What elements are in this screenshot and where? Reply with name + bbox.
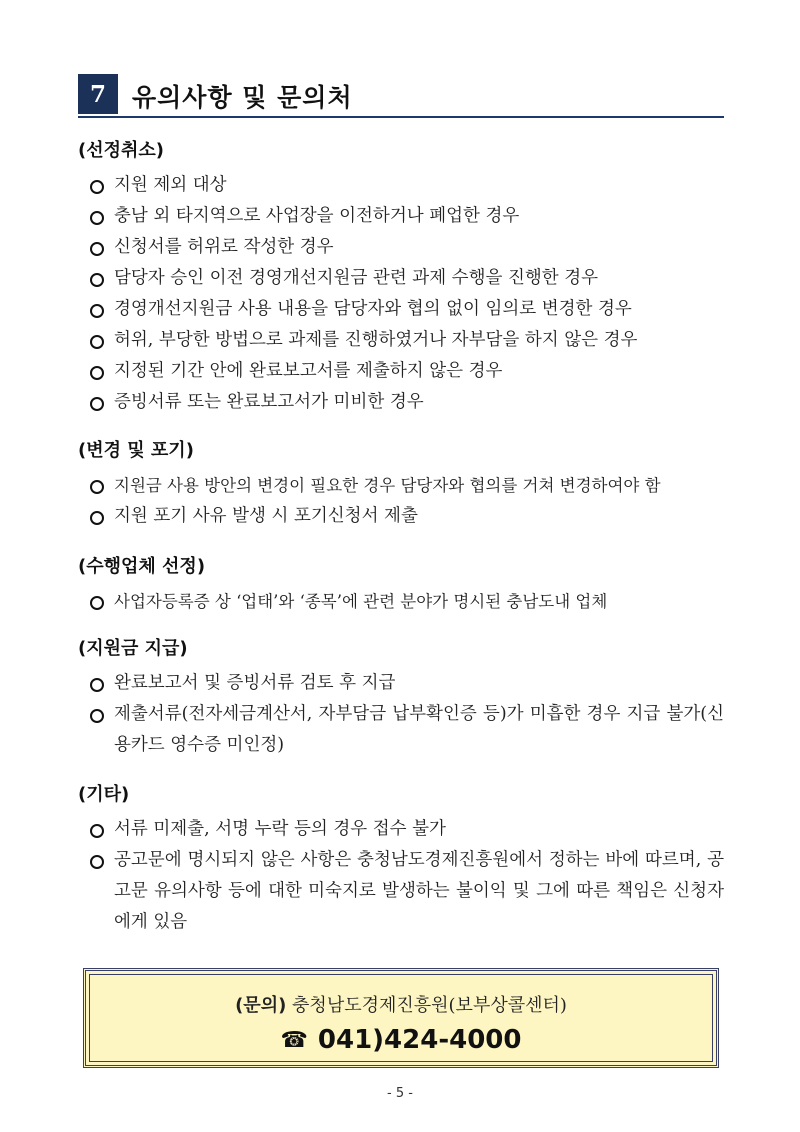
section-header bbox=[78, 72, 724, 118]
list-item: 경영개선지원금 사용 내용을 담당자와 협의 없이 임의로 변경한 경우 bbox=[78, 294, 738, 325]
list-item: 충남 외 타지역으로 사업장을 이전하거나 폐업한 경우 bbox=[78, 201, 738, 232]
list-item: 지원 포기 사유 발생 시 포기신청서 제출 bbox=[78, 501, 738, 532]
list-item: 증빙서류 또는 완료보고서가 미비한 경우 bbox=[78, 387, 738, 418]
list-item: 제출서류(전자세금계산서, 자부담금 납부확인증 등)가 미흡한 경우 지급 불가(신용카드 영수증 미인정) bbox=[78, 699, 724, 761]
circle-bullet-icon bbox=[90, 304, 104, 318]
group-payment bbox=[78, 634, 738, 761]
circle-bullet-icon bbox=[90, 709, 104, 723]
phone-number: 041)424-4000 bbox=[317, 1025, 522, 1055]
contact-box bbox=[83, 968, 719, 1068]
section-title: 유의사항 및 문의처 bbox=[132, 83, 353, 112]
list-item: 공고문에 명시되지 않은 사항은 충청남도경제진흥원에서 정하는 바에 따르며, 공고문 유의사항 등에 대한 미숙지로 발생하는 불이익 및 그에 따른 책임은 신청자에게 있음 bbox=[78, 845, 724, 938]
list-item: 완료보고서 및 증빙서류 검토 후 지급 bbox=[78, 668, 738, 699]
page-number: - 5 - bbox=[387, 1086, 413, 1101]
list-item: 지원 제외 대상 bbox=[78, 170, 738, 201]
list-item: 지원금 사용 방안의 변경이 필요한 경우 담당자와 협의를 거쳐 변경하여야 함 bbox=[78, 470, 738, 501]
contact-phone bbox=[86, 1025, 716, 1055]
circle-bullet-icon bbox=[90, 480, 104, 494]
circle-bullet-icon bbox=[90, 855, 104, 869]
list-item: 서류 미제출, 서명 누락 등의 경우 접수 불가 bbox=[78, 814, 738, 845]
group-contractor-selection bbox=[78, 552, 738, 617]
list-item: 사업자등록증 상 ‘업태’와 ‘종목’에 관련 분야가 명시된 충남도내 업체 bbox=[78, 586, 738, 617]
list-item: 신청서를 허위로 작성한 경우 bbox=[78, 232, 738, 263]
group-title: (변경 및 포기) bbox=[78, 440, 194, 461]
circle-bullet-icon bbox=[90, 242, 104, 256]
group-etc bbox=[78, 780, 738, 938]
group-change-abandon bbox=[78, 436, 738, 532]
circle-bullet-icon bbox=[90, 824, 104, 838]
group-title: (선정취소) bbox=[78, 140, 165, 161]
circle-bullet-icon bbox=[90, 273, 104, 287]
contact-organization: 충청남도경제진흥원(보부상콜센터) bbox=[292, 995, 567, 1016]
circle-bullet-icon bbox=[90, 678, 104, 692]
group-title: (수행업체 선정) bbox=[78, 556, 206, 577]
circle-bullet-icon bbox=[90, 211, 104, 225]
group-selection-cancel bbox=[78, 136, 738, 418]
list-item: 지정된 기간 안에 완료보고서를 제출하지 않은 경우 bbox=[78, 356, 738, 387]
circle-bullet-icon bbox=[90, 397, 104, 411]
contact-label: (문의) bbox=[235, 995, 287, 1016]
group-title: (기타) bbox=[78, 784, 130, 805]
phone-icon: ☎ bbox=[280, 1028, 308, 1053]
circle-bullet-icon bbox=[90, 335, 104, 349]
circle-bullet-icon bbox=[90, 180, 104, 194]
list-item: 허위, 부당한 방법으로 과제를 진행하였거나 자부담을 하지 않은 경우 bbox=[78, 325, 738, 356]
circle-bullet-icon bbox=[90, 511, 104, 525]
circle-bullet-icon bbox=[90, 596, 104, 610]
section-number: 7 bbox=[78, 74, 118, 114]
contact-info bbox=[86, 991, 716, 1017]
list-item: 담당자 승인 이전 경영개선지원금 관련 과제 수행을 진행한 경우 bbox=[78, 263, 738, 294]
circle-bullet-icon bbox=[90, 366, 104, 380]
group-title: (지원금 지급) bbox=[78, 638, 188, 659]
